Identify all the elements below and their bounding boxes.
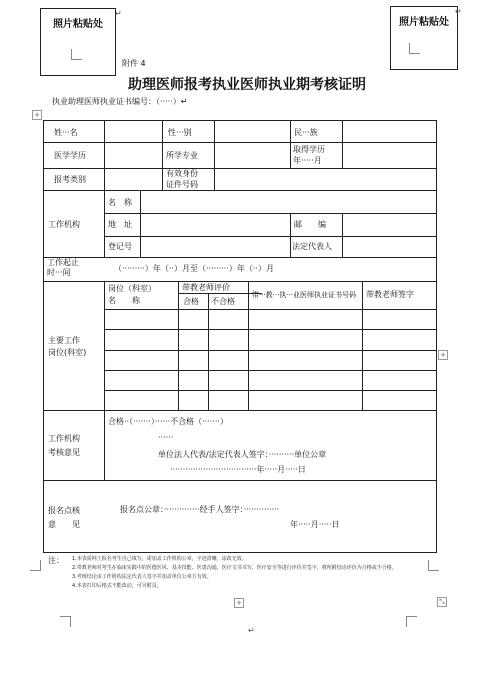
- table-rule: [43, 190, 437, 191]
- photo-mark-left: ↵: [115, 9, 122, 18]
- table-rule: [248, 281, 249, 410]
- period-value: （·········）年（··）月至（·········）年（··）月: [114, 264, 274, 273]
- photo-label-left: 照片粘贴处: [53, 19, 103, 30]
- table-rule: [342, 120, 343, 168]
- photo-label-right: 照片粘贴处: [399, 17, 449, 28]
- table-rule: [290, 213, 291, 257]
- position-header-1: 岗位（科室）: [108, 284, 156, 293]
- ethnicity-label: 民···族: [294, 128, 318, 137]
- photo-box-right: [390, 6, 462, 70]
- crop-mark: [60, 616, 71, 627]
- table-rule: [342, 213, 343, 257]
- page-title: 助理医师报考执业医师执业期考核证明: [128, 77, 366, 93]
- org-name-label: 名 称: [108, 198, 132, 207]
- education-label: 医学学历: [54, 151, 86, 160]
- position-header-2: 名 称: [108, 296, 140, 305]
- table-rule: [104, 309, 437, 310]
- table-border: [43, 120, 44, 552]
- note-1: 1.本表需网上报名考生自己填写，需加盖工作机构公章，字迹清晰，涂改无效。: [72, 556, 247, 562]
- table-rule: [104, 350, 437, 351]
- mentor-cert-header: 带···教···执···业医师执业证书号码: [252, 291, 357, 299]
- table-rule: [362, 281, 363, 410]
- table-rule: [290, 120, 291, 168]
- table-rule: [104, 410, 105, 480]
- table-rule: [104, 370, 437, 371]
- review-line-4: ··································年·····月·····日: [170, 465, 306, 474]
- crop-mark: [30, 560, 41, 571]
- review-label-2: 考核意见: [48, 448, 80, 457]
- fail-header: 不合格: [211, 297, 235, 306]
- table-rule: [140, 190, 141, 257]
- reg-no-label: 登记号: [108, 242, 132, 251]
- period-label-1: 工作起止: [47, 258, 79, 267]
- address-label: 地 址: [108, 220, 132, 229]
- exam-label-1: 报名点核: [48, 506, 80, 515]
- paragraph-mark: ↵: [248, 626, 255, 635]
- review-line-1: 合格··（·······）······不合格（·······）: [108, 417, 228, 426]
- gender-label: 性···别: [168, 128, 192, 137]
- table-add-row-handle[interactable]: +: [234, 598, 244, 608]
- exam-line-1: 报名点公章：··············经手人签字：··············: [120, 505, 280, 514]
- table-rule: [104, 120, 105, 257]
- table-move-handle[interactable]: +: [32, 110, 42, 120]
- cert-number-line: 执业助理医师执业证书编号：（·····）↵: [52, 97, 188, 106]
- crop-mark: [409, 43, 420, 54]
- main-position-label-1: 主要工作: [48, 336, 80, 345]
- work-org-label: 工作机构: [48, 220, 80, 229]
- table-rule: [104, 236, 437, 237]
- table-border: [436, 120, 437, 552]
- crop-mark: [406, 616, 417, 627]
- review-line-3: 单位法人代表/法定代表人签字：··········单位公章: [158, 450, 327, 459]
- attachment-label: 附件 4: [122, 59, 146, 68]
- postcode-label: 邮 编: [294, 220, 326, 229]
- table-border: [43, 120, 437, 121]
- table-rule: [43, 257, 437, 258]
- table-resize-handle[interactable]: ⤡: [437, 597, 447, 607]
- crop-mark: [71, 49, 82, 60]
- table-rule: [104, 213, 437, 214]
- review-label-1: 工作机构: [48, 434, 80, 443]
- table-rule: [104, 281, 105, 410]
- table-rule: [43, 142, 437, 143]
- review-line-2: ······: [158, 433, 174, 442]
- mentor-sign-header: 带教老师签字: [366, 290, 414, 299]
- photo-mark-right: ↵: [455, 7, 462, 16]
- table-add-col-handle[interactable]: +: [438, 350, 448, 360]
- exam-line-2: 年·····月·····日: [290, 520, 340, 529]
- table-rule: [214, 120, 215, 190]
- mentor-eval-header: 带教老师评价: [182, 283, 230, 292]
- period-label-2: 时···间: [47, 268, 71, 277]
- degree-year-label-2: 年·····月: [293, 156, 322, 165]
- table-rule: [104, 329, 437, 330]
- table-rule: [43, 168, 437, 169]
- table-rule: [43, 480, 437, 481]
- table-rule: [178, 281, 179, 410]
- main-position-label-2: 岗位(科室): [48, 348, 87, 357]
- notes-label: 注：: [48, 556, 64, 565]
- pass-header: 合格: [183, 297, 199, 306]
- note-4: 4.本表打印后格式不能改动，可另附页。: [72, 583, 162, 589]
- degree-year-label-1: 取得学历: [293, 145, 325, 154]
- note-3: 3.考核结论由工作机构法定代表人签字并加盖单位公章方有效。: [72, 574, 212, 580]
- table-rule: [162, 120, 163, 190]
- exam-label-2: 意 见: [48, 520, 80, 529]
- table-rule: [178, 293, 262, 294]
- table-rule: [208, 293, 209, 410]
- id-number-label-2: 证件号码: [166, 180, 198, 189]
- table-border: [43, 552, 437, 553]
- legal-rep-label: 法定代表人: [292, 242, 332, 251]
- table-rule: [43, 410, 437, 411]
- category-label: 报考类别: [54, 175, 86, 184]
- table-rule: [43, 281, 437, 282]
- crop-mark: [428, 560, 439, 571]
- id-number-label-1: 有效身份: [166, 169, 198, 178]
- major-label: 所学专业: [166, 151, 198, 160]
- table-rule: [104, 390, 437, 391]
- name-label: 姓···名: [54, 128, 78, 137]
- note-2: 2.带教老师对考生在临床实践中的医德医风、基本技能、医患沟通、医疗文书书写、医疗安全等进行评价并签字，将所附结论评价为合格或不合格。: [72, 565, 397, 571]
- photo-box-left: [40, 8, 122, 76]
